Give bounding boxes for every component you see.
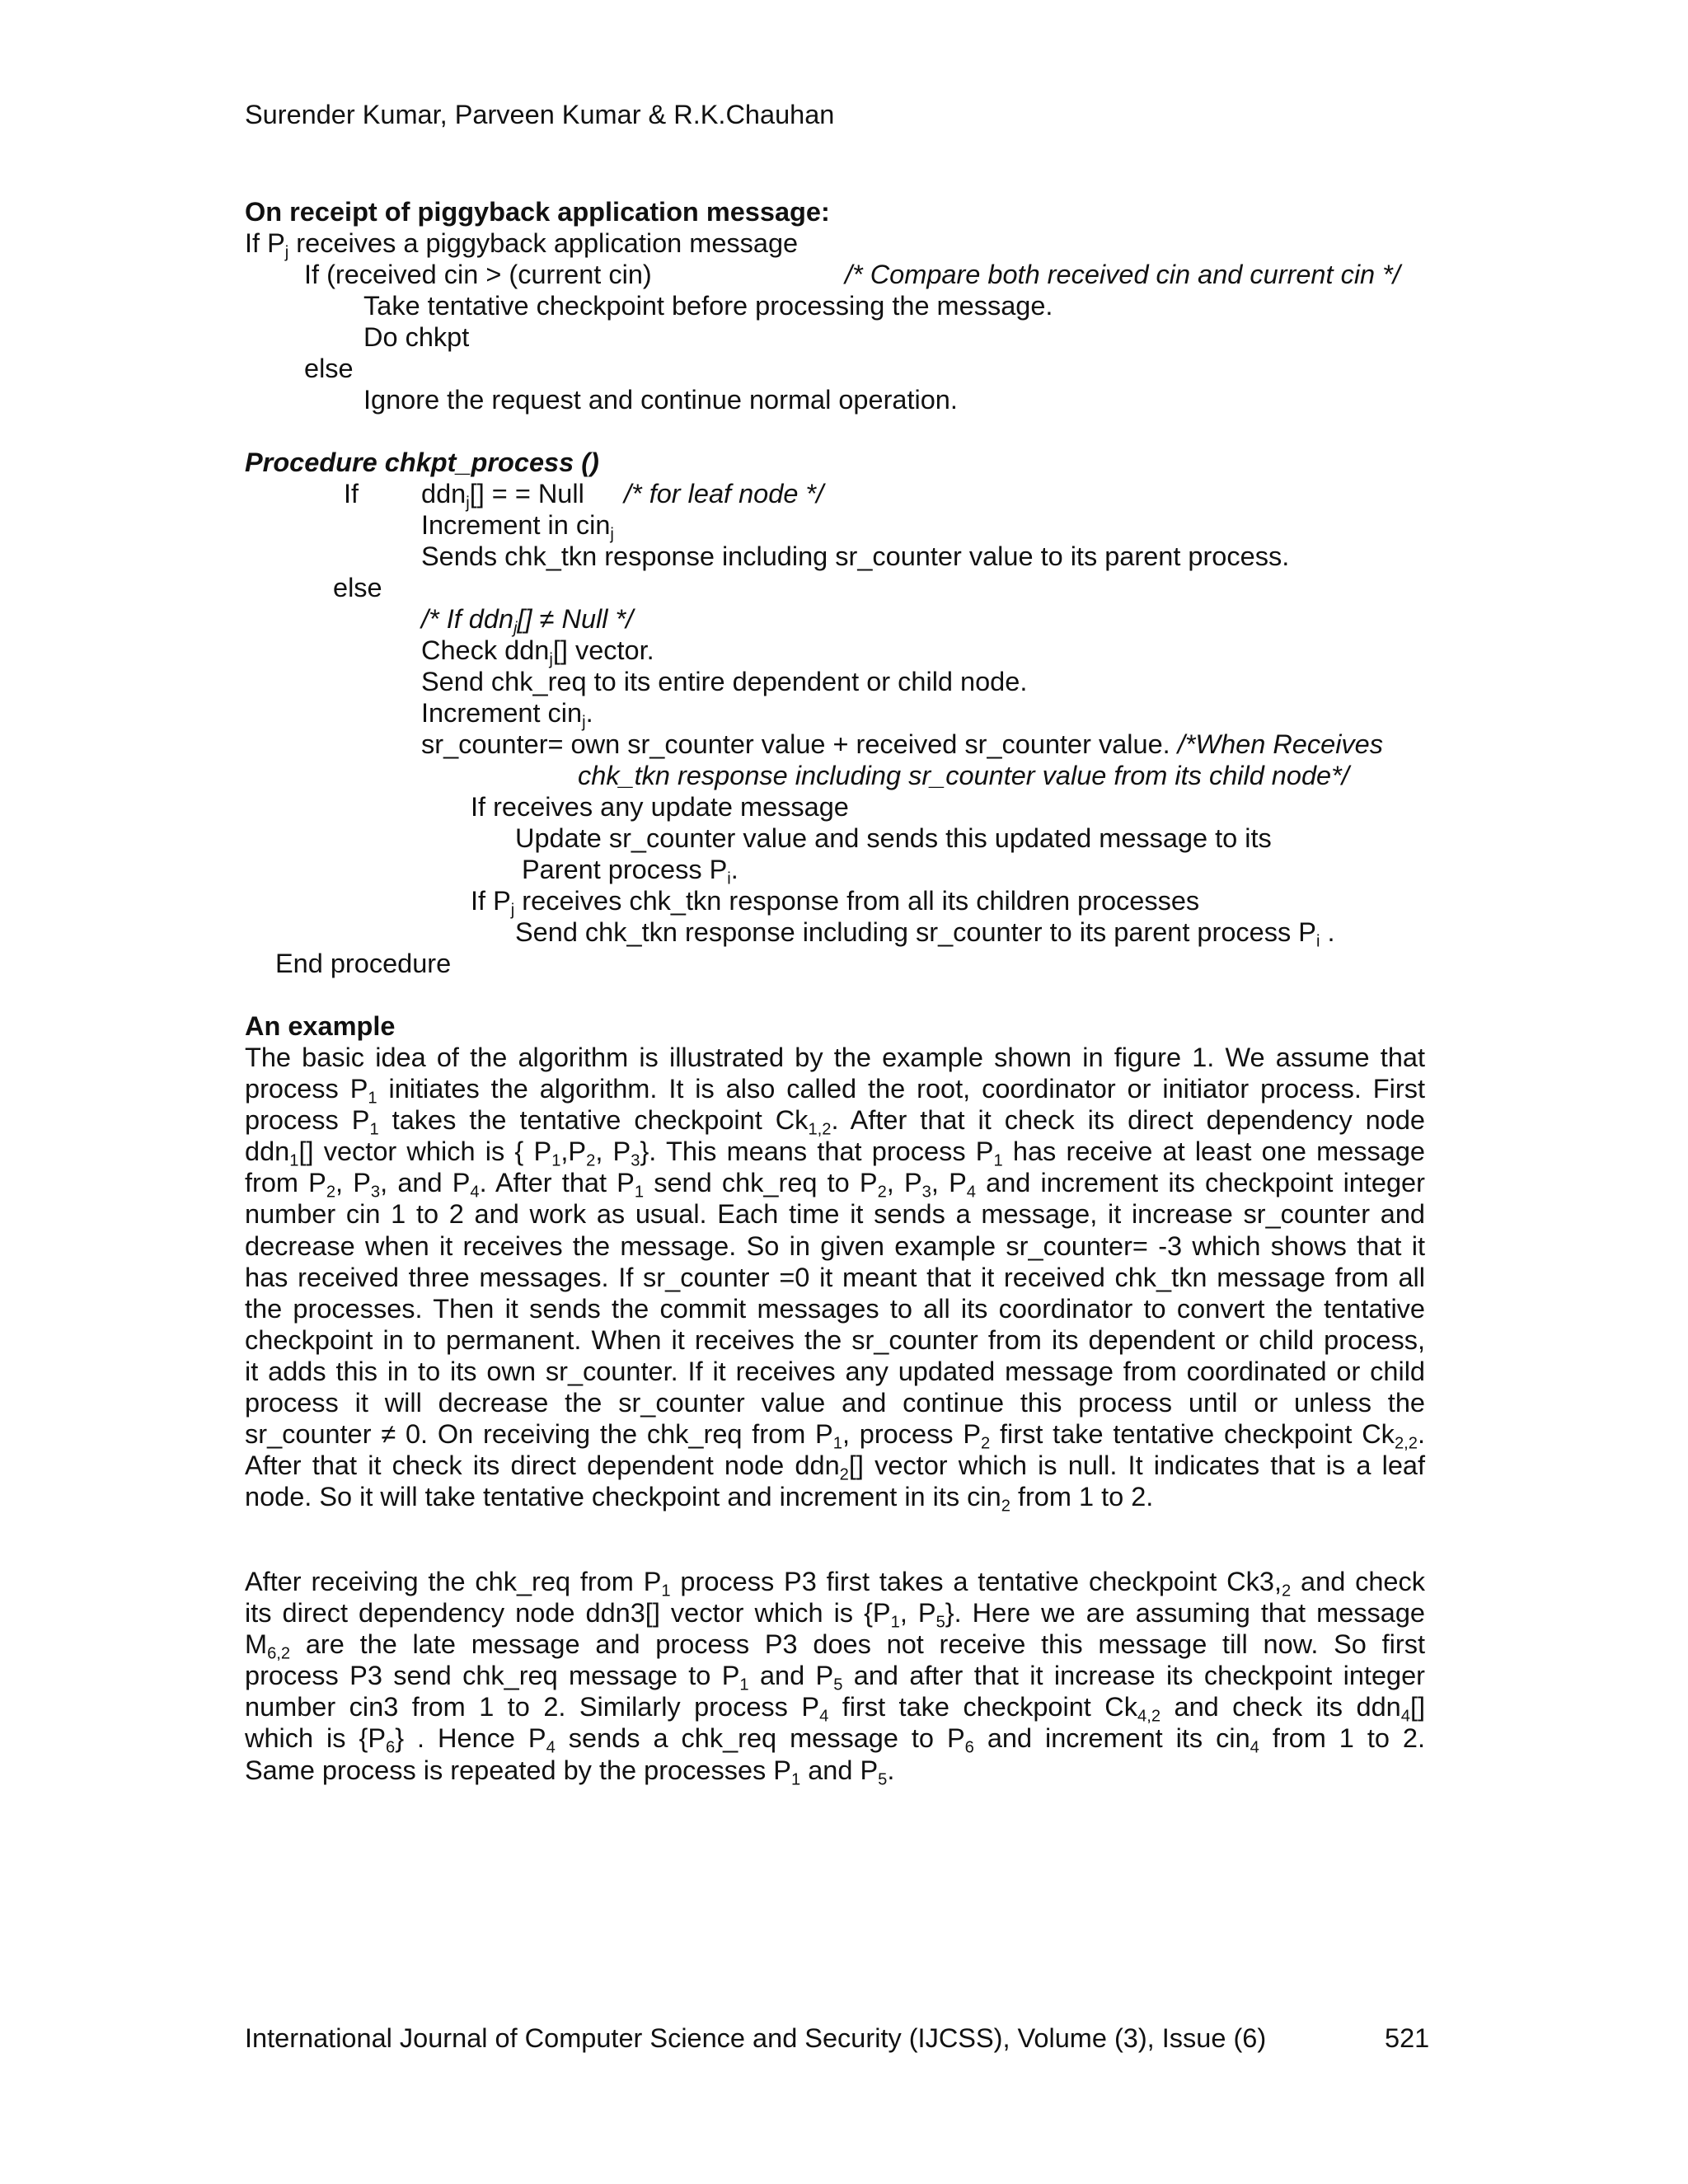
paragraph-example-2: After receiving the chk_req from $P_1$ process P3 first takes a tentative checkpoint $Ck3,_2$ and check its direct dependency node ddn3[] vector which is {$P_1$, $P_5$}. Here we are assuming that message $M_{6,2}$ are the late message and process P3 does not receive this message till now. So first process P3 send chk_req message to $P_1$ and $P_5$ and after that it increase its checkpoint integer number cin3 from 1 to 2. Similarly process $P_4$ first take checkpoint $Ck_{4,2}$ and check its ddn$_4$[] which is $\{P_6\}$ . Hence $P_4$ sends a chk_req message to $P_6$ and increment its cin$_4$ from 1 to 2. Same process is repeated by the processes $P_1$ and $P_5$. bbox=[245, 1567, 1426, 1788]
section-heading-procedure: Procedure chkpt_process () bbox=[245, 448, 599, 477]
running-header: Surender Kumar, Parveen Kumar & R.K.Chauhan bbox=[245, 100, 835, 129]
code-comment: /* Compare both received cin and current cin */ bbox=[845, 260, 1400, 289]
page-number: 521 bbox=[1385, 2023, 1430, 2053]
code-line: If $P_j$ receives chk_tkn response from all its children processes bbox=[471, 886, 1200, 920]
code-comment: /* for leaf node */ bbox=[624, 479, 824, 509]
section-heading-piggyback: On receipt of piggyback application message: bbox=[245, 197, 830, 227]
section-heading-example: An example bbox=[245, 1011, 396, 1041]
code-line: Increment in cin$_j$ bbox=[421, 510, 614, 544]
footer-journal: International Journal of Computer Science and Security (IJCSS), Volume (3), Issue (6) bbox=[245, 2023, 1267, 2053]
code-comment: chk_tkn response including sr_counter value from its child node*/ bbox=[578, 761, 1349, 790]
code-line: Send chk_tkn response including sr_counter to its parent process $P_i$ . bbox=[515, 917, 1335, 951]
code-comment: /* If ddn$_j$[] ≠ Null */ bbox=[421, 604, 634, 638]
code-line: Ignore the request and continue normal operation. bbox=[363, 385, 958, 415]
code-line: Update sr_counter value and sends this updated message to its bbox=[515, 823, 1272, 853]
code-line: else bbox=[333, 573, 382, 602]
code-line: Do chkpt bbox=[363, 322, 470, 352]
code-line: If (received cin > (current cin) bbox=[304, 260, 652, 289]
code-line: Send chk_req to its entire dependent or child node. bbox=[421, 667, 1028, 696]
code-line: Increment cin$_j$. bbox=[421, 698, 593, 732]
code-line: End procedure bbox=[275, 949, 452, 978]
code-line: ddn$_j$[] = = Null bbox=[421, 479, 584, 513]
code-line: else bbox=[304, 354, 354, 383]
paragraph-example-1: The basic idea of the algorithm is illustrated by the example shown in figure 1. We assume that process $P_1$ initiates the algorithm. It is also called the root, coordinator or initiator process. First process $P_1$ takes the tentative checkpoint $Ck_{1,2}$. After that it check its direct dependency node ddn$_1$[] vector which is { $P_1,P_2$, $P_3$}. This means that process $P_1$ has receive at least one message from $P_2$, $P_3$, and $P_4$. After that $P_1$ send chk_req to $P_2$, $P_3$, $P_4$ and increment its checkpoint integer number cin 1 to 2 and work as usual. Each time it sends a message, it increase sr_counter and decrease when it receives the message. So in given example sr_counter= -3 which shows that it has received three messages. If sr_counter =0 it meant that it received chk_tkn message from all the processes. Then it sends the commit messages to all its coordinator to convert the tentative checkpoint in to permanent. When it receives the sr_counter from its dependent or child process, it adds this in to its own sr_counter. If it receives any updated message from coordinated or child process it will decrease the sr_counter value and continue this process until or unless the sr_counter ≠ 0. On receiving the chk_req from $P_1$, process $P_2$ first take tentative checkpoint $Ck_{2,2}$. After that it check its direct dependent node ddn$_2$[] vector which is null. It indicates that is a leaf node. So it will take tentative checkpoint and increment in its cin$_2$ from 1 to 2. bbox=[245, 1043, 1425, 1516]
code-line: If $P_j$ receives a piggyback application message bbox=[245, 228, 799, 262]
code-line: Parent process $P_i$. bbox=[522, 855, 738, 888]
code-line: Take tentative checkpoint before processing the message. bbox=[363, 291, 1053, 321]
code-line: sr_counter= own sr_counter value + received sr_counter value. /*When Receives bbox=[421, 729, 1384, 759]
code-line: If receives any update message bbox=[471, 792, 849, 822]
code-line: If bbox=[344, 479, 359, 509]
code-line: Check ddn$_j$[] vector. bbox=[421, 635, 654, 669]
code-line: Sends chk_tkn response including sr_counter value to its parent process. bbox=[421, 541, 1290, 571]
